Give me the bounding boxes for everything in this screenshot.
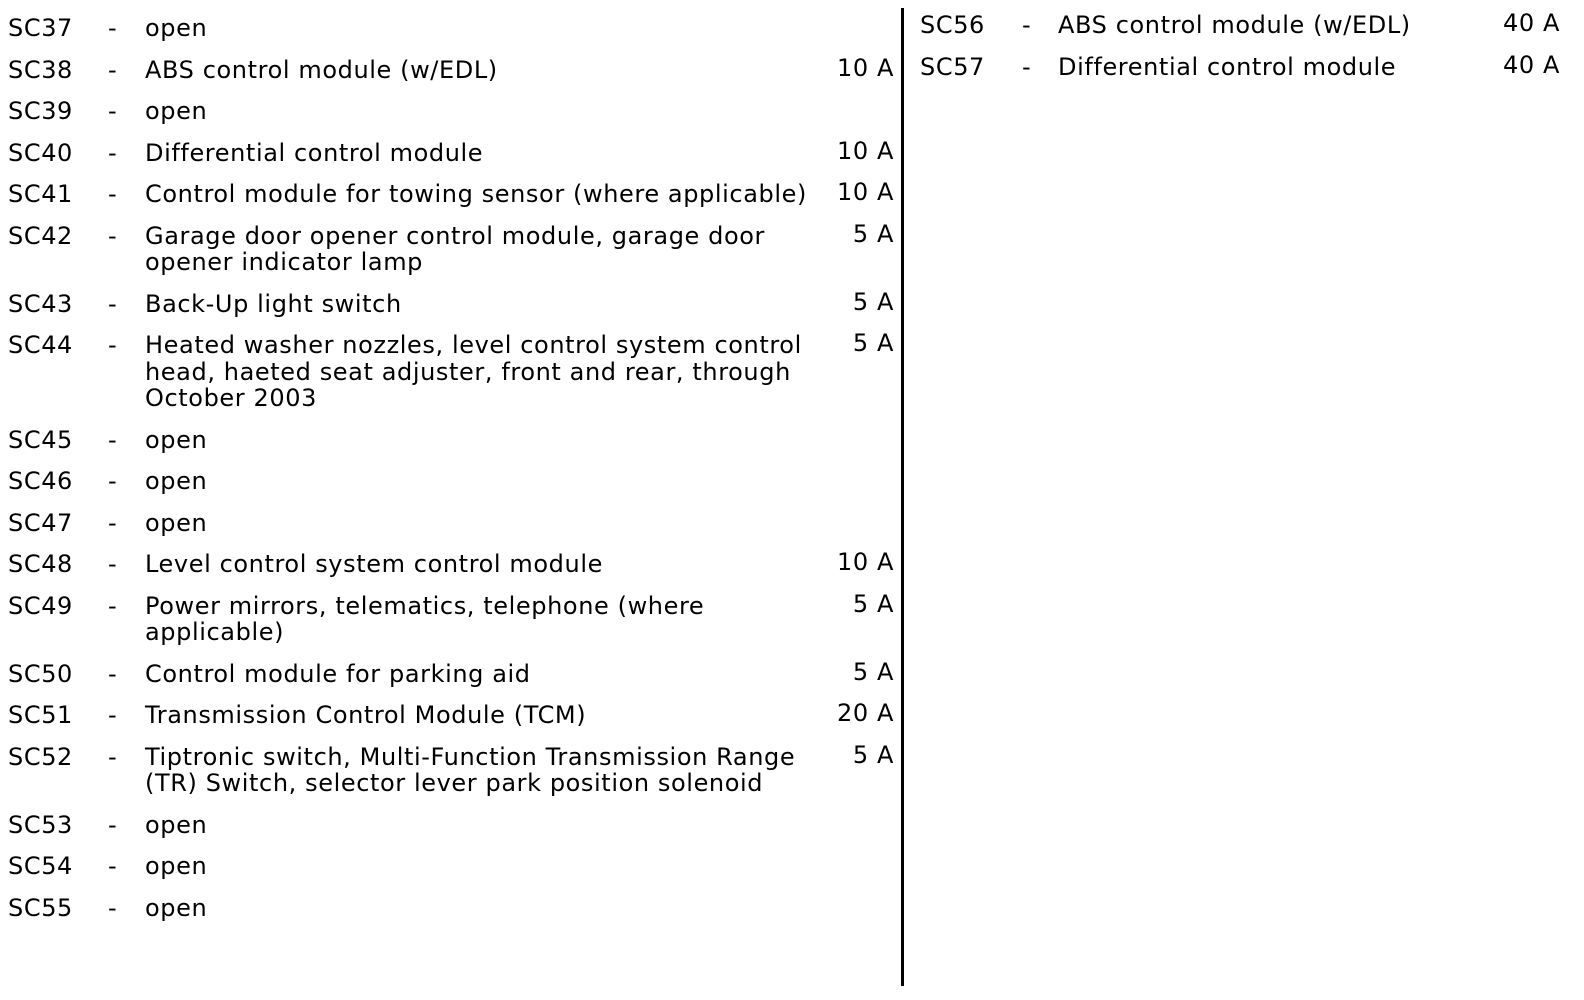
- fuse-code: SC55: [8, 893, 73, 922]
- fuse-description: Garage door opener control module, garage door opener indicator lamp: [145, 221, 765, 276]
- fuse-rating: 10 A: [837, 178, 894, 206]
- fuse-row: [8, 740, 894, 797]
- fuse-description: Back-Up light switch: [145, 289, 402, 318]
- fuse-row: [8, 178, 894, 208]
- fuse-row: [8, 219, 894, 276]
- separator-dash: -: [108, 893, 118, 922]
- fuse-code: SC37: [8, 14, 73, 42]
- separator-dash: -: [108, 138, 118, 167]
- fuse-description: open: [145, 852, 208, 880]
- separator-dash: -: [108, 331, 118, 359]
- fuse-rating: 5 A: [852, 740, 894, 769]
- fuse-row: [8, 812, 894, 839]
- fuse-rating: 40 A: [1503, 51, 1560, 79]
- separator-dash: -: [108, 591, 118, 620]
- fuse-code: SC42: [8, 221, 73, 250]
- separator-dash: -: [108, 742, 118, 771]
- fuse-description: open: [145, 425, 208, 454]
- fuse-code: SC46: [8, 467, 73, 495]
- fuse-code: SC41: [8, 180, 73, 208]
- fuse-description: open: [145, 508, 208, 537]
- fuse-row: [920, 51, 1560, 81]
- fuse-code: SC39: [8, 97, 73, 125]
- fuse-list-left: [8, 15, 894, 936]
- fuse-code: SC48: [8, 550, 73, 578]
- fuse-code: SC54: [8, 852, 73, 880]
- fuse-row: [8, 427, 894, 454]
- separator-dash: -: [108, 659, 118, 688]
- separator-dash: -: [108, 180, 118, 208]
- fuse-list-right: [920, 9, 1560, 96]
- fuse-row: [920, 9, 1560, 39]
- fuse-row: [8, 853, 894, 880]
- fuse-description: ABS control module (w/EDL): [1058, 11, 1411, 39]
- fuse-rating: 20 A: [837, 699, 894, 727]
- fuse-code: SC45: [8, 425, 73, 454]
- fuse-description: Heated washer nozzles, level control system control head, haeted seat adjuster, front and rear, through October 2003: [145, 331, 802, 412]
- fuse-description: Tiptronic switch, Multi-Function Transmission Range (TR) Switch, selector lever park position solenoid: [145, 742, 796, 797]
- separator-dash: -: [108, 55, 118, 84]
- fuse-rating: 10 A: [837, 548, 894, 576]
- fuse-description: Differential control module: [145, 138, 484, 167]
- column-divider: [901, 8, 904, 986]
- fuse-rating: 5 A: [852, 219, 894, 248]
- fuse-code: SC51: [8, 701, 73, 729]
- separator-dash: -: [108, 701, 118, 729]
- fuse-description: Differential control module: [1058, 53, 1397, 81]
- fuse-rating: 5 A: [852, 287, 894, 316]
- fuse-row: [8, 136, 894, 167]
- fuse-row: [8, 287, 894, 318]
- fuse-description: open: [145, 14, 208, 42]
- fuse-code: SC38: [8, 55, 73, 84]
- fuse-row: [8, 548, 894, 578]
- fuse-row: [8, 468, 894, 495]
- fuse-row: [8, 98, 894, 125]
- fuse-rating: 10 A: [837, 136, 894, 165]
- fuse-code: SC47: [8, 508, 73, 537]
- separator-dash: -: [108, 289, 118, 318]
- separator-dash: -: [108, 550, 118, 578]
- fuse-code: SC52: [8, 742, 73, 771]
- fuse-row: [8, 699, 894, 729]
- separator-dash: -: [1022, 53, 1032, 81]
- fuse-description: ABS control module (w/EDL): [145, 55, 498, 84]
- separator-dash: -: [108, 97, 118, 125]
- fuse-code: SC57: [920, 53, 985, 81]
- fuse-code: SC53: [8, 810, 73, 839]
- fuse-row: [8, 895, 894, 922]
- fuse-description: Control module for parking aid: [145, 659, 531, 688]
- fuse-code: SC40: [8, 138, 73, 167]
- separator-dash: -: [108, 14, 118, 42]
- separator-dash: -: [1022, 11, 1032, 39]
- fuse-row: [8, 657, 894, 688]
- fuse-description: open: [145, 97, 208, 125]
- fuse-row: [8, 53, 894, 84]
- fuse-description: open: [145, 893, 208, 922]
- fuse-code: SC56: [920, 11, 985, 39]
- fuse-rating: 40 A: [1503, 9, 1560, 37]
- fuse-description: Control module for towing sensor (where applicable): [145, 180, 807, 208]
- fuse-rating: 5 A: [852, 657, 894, 686]
- fuse-rating: 10 A: [837, 53, 894, 82]
- fuse-code: SC43: [8, 289, 73, 318]
- separator-dash: -: [108, 852, 118, 880]
- separator-dash: -: [108, 221, 118, 250]
- separator-dash: -: [108, 425, 118, 454]
- fuse-row: [8, 329, 894, 412]
- fuse-code: SC44: [8, 331, 73, 359]
- fuse-description: Transmission Control Module (TCM): [145, 701, 587, 729]
- fuse-code: SC49: [8, 591, 73, 620]
- fuse-row: [8, 15, 894, 42]
- fuse-row: [8, 510, 894, 537]
- fuse-description: Level control system control module: [145, 550, 603, 578]
- fuse-rating: 5 A: [852, 329, 894, 357]
- fuse-description: Power mirrors, telematics, telephone (where applicable): [145, 591, 705, 646]
- separator-dash: -: [108, 508, 118, 537]
- fuse-rating: 5 A: [852, 589, 894, 618]
- separator-dash: -: [108, 467, 118, 495]
- fuse-code: SC50: [8, 659, 73, 688]
- fuse-row: [8, 589, 894, 646]
- separator-dash: -: [108, 810, 118, 839]
- fuse-description: open: [145, 467, 208, 495]
- fuse-description: open: [145, 810, 208, 839]
